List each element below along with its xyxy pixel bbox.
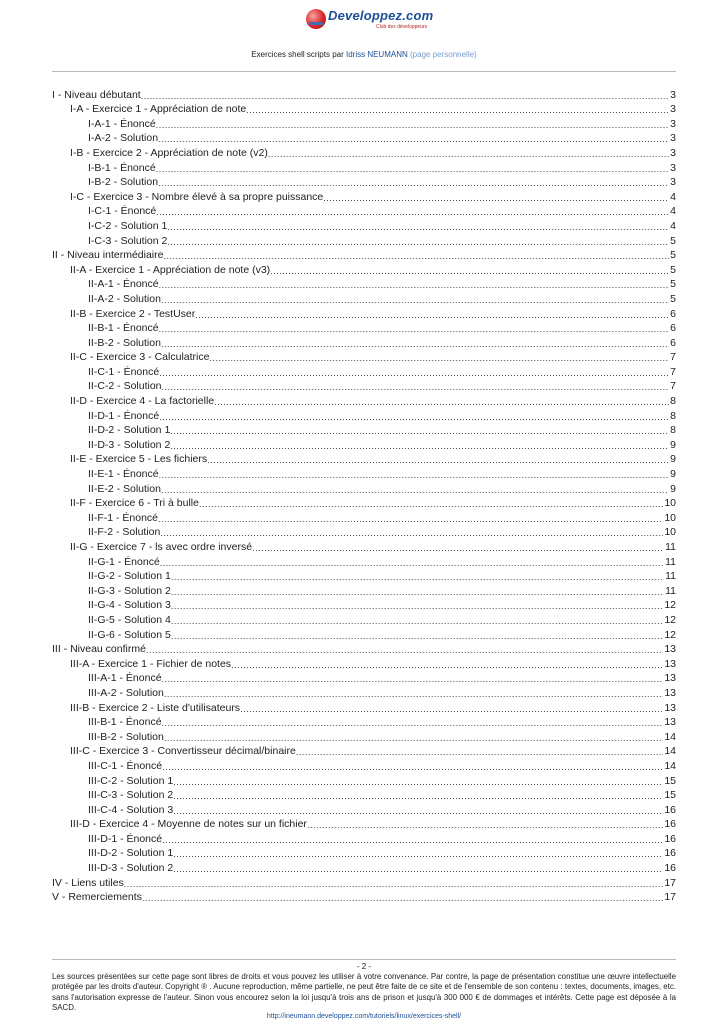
toc-leader-dots <box>162 674 664 684</box>
toc-entry-page: 14 <box>664 730 676 743</box>
toc-entry-title: II - Niveau intermédiaire <box>52 249 164 262</box>
toc-entry-page: 16 <box>664 862 676 875</box>
toc-entry[interactable] <box>52 232 676 247</box>
toc-entry-page: 4 <box>670 219 676 232</box>
toc-entry-page: 8 <box>670 395 676 408</box>
toc-leader-dots <box>161 295 669 305</box>
toc-entry-title: II-D-3 - Solution 2 <box>88 438 171 451</box>
logo-tagline: Club des développeurs <box>376 24 428 30</box>
author-link[interactable]: Idriss NEUMANN <box>345 50 408 59</box>
toc-entry[interactable] <box>52 670 676 685</box>
toc-entry-page: 3 <box>670 117 676 130</box>
toc-entry-title: II-G-3 - Solution 2 <box>88 584 171 597</box>
toc-entry-page: 14 <box>664 745 676 758</box>
toc-entry-title: III-C-2 - Solution 1 <box>88 774 174 787</box>
toc-leader-dots <box>173 849 663 859</box>
toc-entry[interactable] <box>52 787 676 802</box>
toc-entry-page: 13 <box>664 686 676 699</box>
toc-entry-title: II-F - Exercice 6 - Tri à bulle <box>70 497 199 510</box>
toc-leader-dots <box>252 543 664 553</box>
toc-entry[interactable] <box>52 247 676 262</box>
toc-leader-dots <box>161 339 669 349</box>
toc-entry-page: 7 <box>670 351 676 364</box>
toc-entry-page: 9 <box>670 453 676 466</box>
toc-entry-page: 17 <box>664 876 676 889</box>
toc-leader-dots <box>195 310 669 320</box>
toc-entry[interactable] <box>52 144 676 159</box>
toc-entry[interactable] <box>52 655 676 670</box>
toc-entry-title: II-G-4 - Solution 3 <box>88 599 171 612</box>
toc-entry-page: 15 <box>664 774 676 787</box>
toc-entry-page: 3 <box>670 88 676 101</box>
toc-entry-title: III-D-3 - Solution 2 <box>88 862 174 875</box>
toc-entry-title: II-B - Exercice 2 - TestUser <box>70 307 196 320</box>
toc-entry-page: 17 <box>664 891 676 904</box>
toc-entry[interactable] <box>52 801 676 816</box>
toc-entry[interactable] <box>52 743 676 758</box>
toc-entry[interactable] <box>52 816 676 831</box>
toc-entry-page: 9 <box>670 438 676 451</box>
toc-entry-title: I-C-1 - Énoncé <box>88 205 157 218</box>
toc-entry[interactable] <box>52 509 676 524</box>
toc-entry-title: III-B-2 - Solution <box>88 730 164 743</box>
toc-entry-page: 4 <box>670 205 676 218</box>
toc-entry-title: II-D-1 - Énoncé <box>88 409 160 422</box>
toc-entry[interactable] <box>52 276 676 291</box>
toc-entry-page: 3 <box>670 132 676 145</box>
toc-entry-page: 7 <box>670 365 676 378</box>
toc-entry[interactable] <box>52 203 676 218</box>
toc-leader-dots <box>162 762 663 772</box>
source-url-link[interactable]: http://ineumann.developpez.com/tutoriels/linux/exercices-shell/ <box>266 1013 462 1020</box>
toc-entry[interactable] <box>52 363 676 378</box>
toc-entry-title: II-A-1 - Énoncé <box>88 278 159 291</box>
toc-entry-page: 13 <box>664 716 676 729</box>
toc-entry-title: I - Niveau débutant <box>52 88 141 101</box>
toc-leader-dots <box>173 791 663 801</box>
toc-leader-dots <box>167 222 669 232</box>
toc-leader-dots <box>156 207 669 217</box>
page-number: - 2 - <box>356 962 372 971</box>
toc-entry-page: 5 <box>670 263 676 276</box>
toc-entry-title: II-D - Exercice 4 - La factorielle <box>70 395 215 408</box>
toc-entry[interactable] <box>52 392 676 407</box>
toc-entry[interactable] <box>52 772 676 787</box>
toc-entry[interactable] <box>52 684 676 699</box>
toc-leader-dots <box>158 178 669 188</box>
toc-entry[interactable] <box>52 889 676 904</box>
toc-leader-dots <box>159 412 669 422</box>
toc-entry-title: III-C - Exercice 3 - Convertisseur décimal/binaire <box>70 745 296 758</box>
toc-entry-title: IV - Liens utiles <box>52 876 124 889</box>
toc-entry-title: I-C - Exercice 3 - Nombre élevé à sa propre puissance <box>70 190 324 203</box>
toc-entry-page: 7 <box>670 380 676 393</box>
toc-leader-dots <box>159 470 670 480</box>
toc-entry-page: 13 <box>664 657 676 670</box>
toc-leader-dots <box>199 499 663 509</box>
toc-leader-dots <box>159 368 669 378</box>
toc-leader-dots <box>159 324 670 334</box>
toc-entry[interactable] <box>52 874 676 889</box>
toc-leader-dots <box>231 660 663 670</box>
toc-entry[interactable] <box>52 130 676 145</box>
toc-leader-dots <box>173 777 663 787</box>
toc-leader-dots <box>162 835 663 845</box>
toc-entry-page: 5 <box>670 249 676 262</box>
toc-entry-page: 9 <box>670 482 676 495</box>
toc-entry-page: 6 <box>670 322 676 335</box>
toc-entry-page: 11 <box>665 570 676 583</box>
toc-entry[interactable] <box>52 334 676 349</box>
toc-leader-dots <box>167 237 669 247</box>
toc-leader-dots <box>158 514 663 524</box>
toc-entry-page: 11 <box>665 555 676 568</box>
toc-entry-title: I-B-1 - Énoncé <box>88 161 156 174</box>
toc-leader-dots <box>164 689 663 699</box>
header-prefix: Exercices shell scripts par <box>251 50 346 59</box>
toc-leader-dots <box>170 426 669 436</box>
toc-entry-page: 10 <box>664 526 676 539</box>
toc-leader-dots <box>171 601 663 611</box>
toc-entry-title: I-A - Exercice 1 - Appréciation de note <box>70 103 247 116</box>
toc-entry[interactable] <box>52 757 676 772</box>
toc-entry[interactable] <box>52 859 676 874</box>
toc-leader-dots <box>161 485 669 495</box>
toc-entry-title: II-F-2 - Solution <box>88 526 161 539</box>
toc-entry-title: III-C-3 - Solution 2 <box>88 789 174 802</box>
toc-leader-dots <box>270 266 669 276</box>
toc-entry-page: 13 <box>664 672 676 685</box>
toc-entry-page: 13 <box>664 643 676 656</box>
toc-leader-dots <box>160 558 664 568</box>
toc-entry[interactable] <box>52 115 676 130</box>
toc-leader-dots <box>171 572 664 582</box>
toc-leader-dots <box>156 164 669 174</box>
toc-entry-title: I-B-2 - Solution <box>88 176 159 189</box>
toc-entry[interactable] <box>52 845 676 860</box>
page-header <box>0 50 728 59</box>
toc-leader-dots <box>173 864 663 874</box>
toc-entry-page: 12 <box>664 613 676 626</box>
toc-leader-dots <box>323 193 669 203</box>
toc-entry[interactable] <box>52 159 676 174</box>
toc-entry-title: II-C-1 - Énoncé <box>88 365 160 378</box>
toc-entry-title: III - Niveau confirmé <box>52 643 146 656</box>
toc-entry[interactable] <box>52 261 676 276</box>
toc-entry-page: 4 <box>670 190 676 203</box>
toc-leader-dots <box>142 893 663 903</box>
toc-leader-dots <box>209 353 669 363</box>
toc-leader-dots <box>214 397 669 407</box>
toc-leader-dots <box>163 251 669 261</box>
toc-entry-page: 14 <box>664 759 676 772</box>
toc-entry-page: 10 <box>664 497 676 510</box>
toc-entry-title: II-E-1 - Énoncé <box>88 468 159 481</box>
toc-leader-dots <box>171 631 663 641</box>
toc-entry[interactable] <box>52 728 676 743</box>
toc-leader-dots <box>162 718 664 728</box>
toc-leader-dots <box>296 747 663 757</box>
toc-entry-title: I-A-2 - Solution <box>88 132 159 145</box>
toc-entry[interactable] <box>52 217 676 232</box>
toc-entry-title: I-C-3 - Solution 2 <box>88 234 168 247</box>
toc-entry[interactable] <box>52 626 676 641</box>
toc-leader-dots <box>158 134 669 144</box>
toc-entry-title: II-F-1 - Énoncé <box>88 511 159 524</box>
toc-entry-title: II-G-1 - Énoncé <box>88 555 160 568</box>
toc-leader-dots <box>160 528 663 538</box>
toc-leader-dots <box>170 441 669 451</box>
toc-leader-dots <box>159 280 670 290</box>
globe-icon <box>306 9 326 29</box>
toc-entry-title: II-E - Exercice 5 - Les fichiers <box>70 453 208 466</box>
toc-entry-title: II-G - Exercice 7 - ls avec ordre inversé <box>70 541 253 553</box>
toc-entry[interactable] <box>52 349 676 364</box>
toc-entry-page: 13 <box>664 701 676 714</box>
toc-entry-page: 16 <box>664 818 676 831</box>
toc-leader-dots <box>146 645 663 655</box>
toc-entry-title: II-G-6 - Solution 5 <box>88 628 171 641</box>
toc-entry-title: III-B - Exercice 2 - Liste d'utilisateurs <box>70 701 241 714</box>
toc-leader-dots <box>171 587 664 597</box>
toc-leader-dots <box>141 91 669 101</box>
toc-leader-dots <box>268 149 669 159</box>
toc-entry-title: III-B-1 - Énoncé <box>88 716 162 729</box>
toc-entry-page: 16 <box>664 803 676 816</box>
toc-entry[interactable] <box>52 568 676 583</box>
toc-entry-page: 11 <box>665 584 676 597</box>
toc-leader-dots <box>240 704 663 714</box>
toc-entry-title: III-A - Exercice 1 - Fichier de notes <box>70 657 232 670</box>
toc-entry-title: III-A-2 - Solution <box>88 686 164 699</box>
toc-entry[interactable] <box>52 611 676 626</box>
developpez-logo <box>306 5 436 47</box>
toc-entry-title: III-A-1 - Énoncé <box>88 672 162 685</box>
toc-entry-title: III-C-1 - Énoncé <box>88 759 163 772</box>
toc-leader-dots <box>164 733 663 743</box>
toc-entry-page: 15 <box>664 789 676 802</box>
toc-entry[interactable] <box>52 407 676 422</box>
toc-entry-page: 10 <box>664 511 676 524</box>
toc-entry-page: 6 <box>670 336 676 349</box>
toc-entry[interactable] <box>52 524 676 539</box>
toc-entry-title: II-G-2 - Solution 1 <box>88 570 171 583</box>
toc-entry[interactable] <box>52 465 676 480</box>
toc-entry[interactable] <box>52 480 676 495</box>
toc-entry-title: III-D - Exercice 4 - Moyenne de notes sur un fichier <box>70 818 307 831</box>
toc-entry-page: 3 <box>670 176 676 189</box>
toc-entry-page: 5 <box>670 292 676 305</box>
toc-entry-page: 16 <box>664 847 676 860</box>
toc-entry-title: II-G-5 - Solution 4 <box>88 613 171 626</box>
toc-entry-page: 3 <box>670 146 676 159</box>
toc-entry[interactable] <box>52 436 676 451</box>
toc-entry-title: II-C - Exercice 3 - Calculatrice <box>70 351 210 364</box>
toc-entry[interactable] <box>52 699 676 714</box>
toc-entry-page: 12 <box>664 599 676 612</box>
toc-entry[interactable] <box>52 641 676 656</box>
toc-entry[interactable] <box>52 305 676 320</box>
toc-entry[interactable] <box>52 378 676 393</box>
toc-leader-dots <box>207 455 669 465</box>
toc-entry-page: 8 <box>670 424 676 437</box>
toc-entry[interactable] <box>52 422 676 437</box>
toc-entry-title: II-E-2 - Solution <box>88 482 161 495</box>
toc-leader-dots <box>124 879 664 889</box>
toc-entry[interactable] <box>52 101 676 116</box>
toc-entry[interactable] <box>52 320 676 335</box>
toc-leader-dots <box>171 616 663 626</box>
toc-leader-dots <box>162 382 670 392</box>
table-of-contents <box>52 86 676 903</box>
toc-entry-title: II-B-2 - Solution <box>88 336 161 349</box>
toc-entry[interactable] <box>52 830 676 845</box>
toc-entry-page: 9 <box>670 468 676 481</box>
copyright-notice: Les sources présentées sur cette page sont libres de droits et vous pouvez les utiliser à votre convenance. Par contre, la page de présentation constitue une œuvre intellectuelle protégée par les droits d'auteur. Copyright ® . Aucune reproduction, même partielle, ne peut être faite de ce site et de l'ensemble de son contenu : textes, documents, images, etc. sans l'autorisation expresse de l'auteur. Sinon vous encourez selon la loi jusqu'à trois ans de prison et jusqu'à 300 000 € de dommages et intérêts. Cette page est déposée à la SACD. <box>52 972 676 1012</box>
toc-entry[interactable] <box>52 86 676 101</box>
toc-entry[interactable] <box>52 451 676 466</box>
toc-entry-title: II-D-2 - Solution 1 <box>88 424 171 437</box>
toc-entry-page: 6 <box>670 307 676 320</box>
toc-entry-title: I-C-2 - Solution 1 <box>88 219 168 232</box>
toc-leader-dots <box>173 806 663 816</box>
toc-entry[interactable] <box>52 538 676 553</box>
header-divider <box>52 71 676 72</box>
footer-divider <box>52 959 676 960</box>
toc-entry-title: III-D-1 - Énoncé <box>88 832 163 845</box>
toc-leader-dots <box>156 120 669 130</box>
toc-entry-title: II-A-2 - Solution <box>88 292 161 305</box>
toc-entry-page: 5 <box>670 278 676 291</box>
toc-entry[interactable] <box>52 290 676 305</box>
personal-page-link[interactable]: (page personnelle) <box>410 50 477 59</box>
toc-entry-title: III-C-4 - Solution 3 <box>88 803 174 816</box>
toc-entry-page: 12 <box>664 628 676 641</box>
toc-entry-title: III-D-2 - Solution 1 <box>88 847 174 860</box>
toc-entry[interactable] <box>52 582 676 597</box>
toc-entry-page: 11 <box>665 541 676 553</box>
toc-entry[interactable] <box>52 188 676 203</box>
toc-entry[interactable] <box>52 597 676 612</box>
toc-entry-title: II-A - Exercice 1 - Appréciation de note (v3) <box>70 263 271 276</box>
toc-entry-page: 3 <box>670 103 676 116</box>
toc-entry-title: I-A-1 - Énoncé <box>88 117 156 130</box>
toc-entry-page: 16 <box>664 832 676 845</box>
toc-entry[interactable] <box>52 495 676 510</box>
toc-entry-title: II-C-2 - Solution <box>88 380 162 393</box>
logo-name: Developpez.com <box>328 8 434 23</box>
toc-entry[interactable] <box>52 714 676 729</box>
toc-leader-dots <box>246 105 669 115</box>
toc-entry[interactable] <box>52 174 676 189</box>
toc-entry-title: V - Remerciements <box>52 891 142 904</box>
toc-entry-title: II-B-1 - Énoncé <box>88 322 159 335</box>
toc-entry[interactable] <box>52 553 676 568</box>
toc-entry-page: 8 <box>670 409 676 422</box>
toc-leader-dots <box>307 820 663 830</box>
toc-entry-page: 5 <box>670 234 676 247</box>
toc-entry-page: 3 <box>670 161 676 174</box>
toc-entry-title: I-B - Exercice 2 - Appréciation de note (v2) <box>70 146 268 159</box>
